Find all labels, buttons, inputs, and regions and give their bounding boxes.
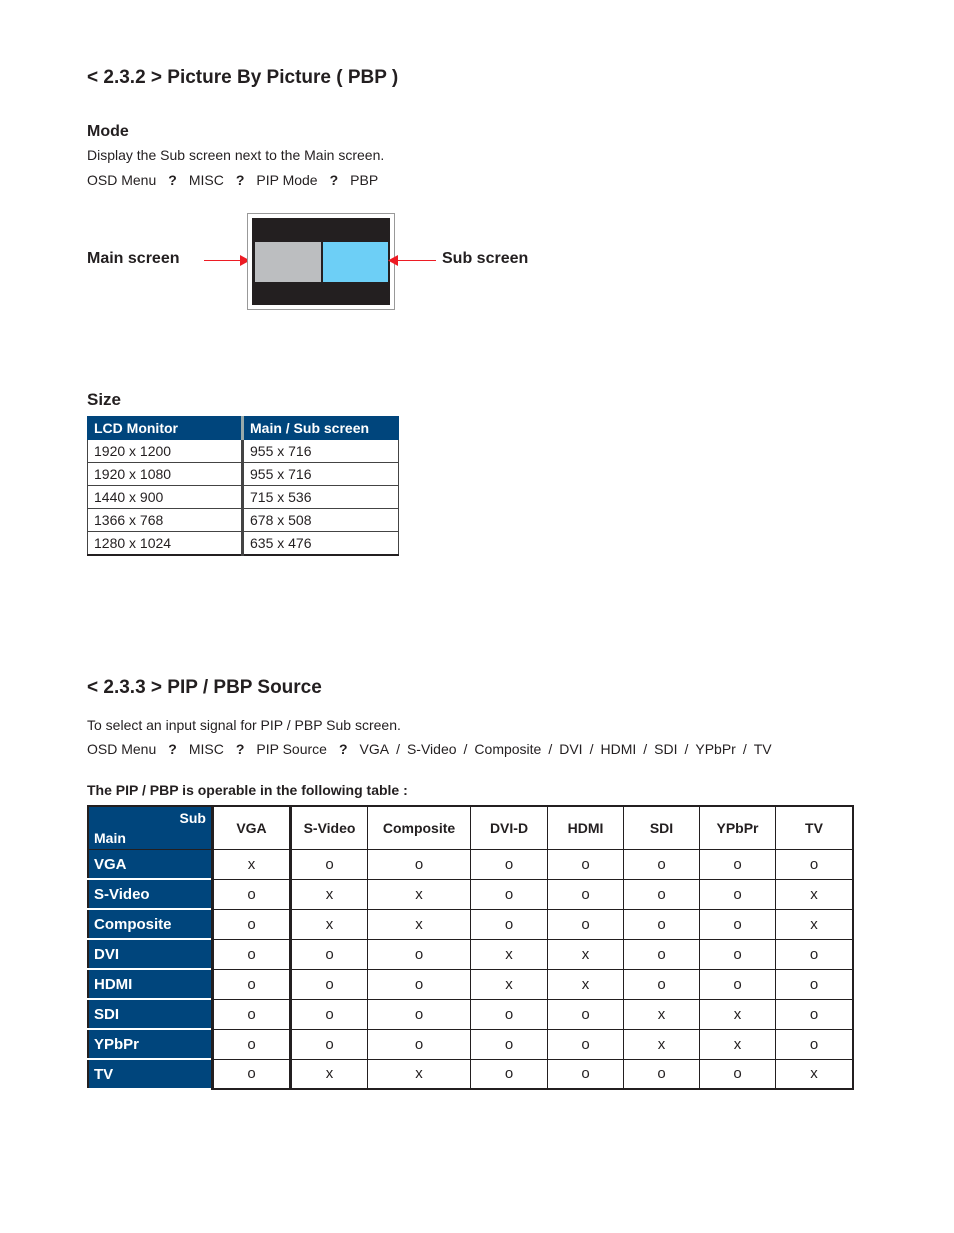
size-cell: 635 x 476 — [243, 532, 399, 556]
path-step: MISC — [188, 172, 224, 188]
matrix-cell: o — [624, 1059, 700, 1089]
matrix-cell: x — [700, 1029, 776, 1059]
size-cell: 678 x 508 — [243, 509, 399, 532]
matrix-cell: o — [624, 939, 700, 969]
table-row — [88, 850, 853, 880]
matrix-cell: o — [291, 939, 368, 969]
matrix-cell: o — [213, 939, 291, 969]
size-cell: 1920 x 1080 — [88, 463, 243, 486]
matrix-cell: o — [624, 969, 700, 999]
matrix-cell: o — [291, 1029, 368, 1059]
matrix-cell: o — [291, 969, 368, 999]
matrix-cell: o — [548, 999, 624, 1029]
matrix-cell: o — [548, 1029, 624, 1059]
matrix-cell: o — [213, 1059, 291, 1089]
matrix-row-header: SDI — [88, 999, 213, 1029]
matrix-col-header: HDMI — [548, 806, 624, 850]
table-row — [88, 909, 853, 939]
table-row — [88, 939, 853, 969]
size-cell: 955 x 716 — [243, 440, 399, 463]
matrix-cell: o — [471, 1029, 548, 1059]
path-separator: ? — [235, 172, 245, 188]
size-cell: 1366 x 768 — [88, 509, 243, 532]
matrix-cell: o — [368, 1029, 471, 1059]
matrix-cell: o — [548, 850, 624, 880]
table-row — [88, 1059, 853, 1089]
matrix-cell: o — [624, 850, 700, 880]
matrix-cell: x — [471, 969, 548, 999]
matrix-cell: o — [548, 879, 624, 909]
matrix-cell: o — [368, 969, 471, 999]
path-step: PIP Mode — [256, 172, 318, 188]
table-row — [88, 969, 853, 999]
size-cell: 715 x 536 — [243, 486, 399, 509]
corner-sub-label: Sub — [179, 810, 206, 826]
table-row — [88, 1029, 853, 1059]
path-step: VGA — [359, 741, 390, 757]
table-row — [88, 532, 399, 556]
matrix-cell: o — [213, 969, 291, 999]
size-cell: 955 x 716 — [243, 463, 399, 486]
path-step: OSD Menu — [87, 172, 157, 188]
table-row — [88, 463, 399, 486]
section-title-pip-source: < 2.3.3 > PIP / PBP Source — [87, 677, 322, 698]
matrix-col-header: TV — [776, 806, 854, 850]
pip-pbp-matrix — [87, 805, 854, 1090]
matrix-row-header: DVI — [88, 939, 213, 969]
mode-heading: Mode — [87, 123, 129, 140]
matrix-cell: o — [776, 1029, 854, 1059]
matrix-cell: o — [471, 850, 548, 880]
matrix-col-header: DVI-D — [471, 806, 548, 850]
mode-description: Display the Sub screen next to the Main screen. — [87, 147, 385, 163]
path-step: MISC — [188, 741, 224, 757]
matrix-cell: o — [213, 999, 291, 1029]
matrix-cell: o — [291, 999, 368, 1029]
sub-screen-label: Sub screen — [442, 250, 529, 267]
matrix-cell: x — [291, 909, 368, 939]
matrix-cell: o — [700, 939, 776, 969]
matrix-col-header: VGA — [213, 806, 291, 850]
main-screen-label: Main screen — [87, 250, 180, 267]
table-row — [88, 440, 399, 463]
matrix-cell: x — [776, 879, 854, 909]
table-row — [88, 999, 853, 1029]
size-cell: 1440 x 900 — [88, 486, 243, 509]
matrix-cell: x — [368, 1059, 471, 1089]
matrix-cell: o — [471, 999, 548, 1029]
matrix-row-header: TV — [88, 1059, 213, 1089]
source-option: Composite — [474, 741, 542, 757]
matrix-cell: o — [700, 1059, 776, 1089]
source-option: TV — [753, 741, 772, 757]
mode-osd-path — [87, 172, 378, 188]
size-col-header: Main / Sub screen — [243, 417, 399, 440]
matrix-cell: o — [213, 909, 291, 939]
matrix-cell: o — [776, 850, 854, 880]
matrix-row-header: S-Video — [88, 879, 213, 909]
source-option: HDMI — [600, 741, 637, 757]
table-row — [88, 509, 399, 532]
matrix-row-header: YPbPr — [88, 1029, 213, 1059]
path-separator: ? — [235, 741, 245, 757]
source-description: To select an input signal for PIP / PBP Sub screen. — [87, 717, 401, 733]
corner-main-label: Main — [94, 830, 126, 846]
matrix-cell: x — [368, 909, 471, 939]
source-option: DVI — [559, 741, 583, 757]
main-screen-area — [255, 242, 321, 282]
size-table — [87, 416, 399, 556]
matrix-cell: o — [700, 909, 776, 939]
matrix-cell: o — [291, 850, 368, 880]
matrix-cell: o — [471, 909, 548, 939]
sub-screen-arrow — [396, 260, 436, 261]
table-row — [88, 486, 399, 509]
matrix-cell: o — [700, 969, 776, 999]
matrix-col-header: Composite — [368, 806, 471, 850]
matrix-cell: x — [624, 999, 700, 1029]
matrix-col-header: S-Video — [291, 806, 368, 850]
matrix-cell: o — [213, 1029, 291, 1059]
size-cell: 1920 x 1200 — [88, 440, 243, 463]
path-step: OSD Menu — [87, 741, 157, 757]
matrix-cell: x — [624, 1029, 700, 1059]
matrix-cell: o — [776, 999, 854, 1029]
size-cell: 1280 x 1024 — [88, 532, 243, 556]
monitor-diagram — [247, 213, 395, 310]
matrix-cell: x — [291, 1059, 368, 1089]
source-option: YPbPr — [695, 741, 736, 757]
source-osd-path: OSD Menu ? MISC ? PIP Source ? VGA / S-Video / Composite / DVI / HDMI / SDI / YPbPr / TV — [87, 741, 772, 757]
matrix-cell: o — [776, 969, 854, 999]
sub-screen-area — [323, 242, 388, 282]
path-separator: ? — [168, 172, 177, 188]
table-row — [88, 879, 853, 909]
size-col-header: LCD Monitor — [88, 417, 243, 440]
path-separator: ? — [338, 741, 348, 757]
matrix-cell: o — [368, 999, 471, 1029]
matrix-cell: o — [368, 939, 471, 969]
matrix-cell: o — [700, 850, 776, 880]
matrix-corner — [88, 806, 213, 850]
matrix-cell: x — [471, 939, 548, 969]
matrix-cell: o — [368, 850, 471, 880]
source-option: S-Video — [406, 741, 457, 757]
size-heading: Size — [87, 390, 122, 409]
matrix-cell: x — [213, 850, 291, 880]
matrix-cell: o — [624, 879, 700, 909]
matrix-cell: o — [213, 879, 291, 909]
path-step: PIP Source — [256, 741, 327, 757]
main-screen-arrow — [204, 260, 244, 261]
matrix-cell: o — [700, 879, 776, 909]
matrix-cell: x — [700, 999, 776, 1029]
matrix-cell: x — [548, 969, 624, 999]
matrix-cell: o — [548, 1059, 624, 1089]
path-step: PBP — [350, 172, 379, 188]
matrix-row-header: HDMI — [88, 969, 213, 999]
section-title-pbp: < 2.3.2 > Picture By Picture ( PBP ) — [87, 67, 399, 88]
matrix-cell: x — [291, 879, 368, 909]
matrix-cell: o — [624, 909, 700, 939]
matrix-col-header: SDI — [624, 806, 700, 850]
matrix-cell: o — [471, 1059, 548, 1089]
path-separator: ? — [329, 172, 339, 188]
matrix-cell: o — [776, 939, 854, 969]
path-separator: ? — [168, 741, 177, 757]
matrix-cell: x — [776, 909, 854, 939]
monitor-bezel — [252, 218, 390, 305]
matrix-cell: o — [471, 879, 548, 909]
matrix-col-header: YPbPr — [700, 806, 776, 850]
matrix-cell: x — [368, 879, 471, 909]
matrix-cell: x — [548, 939, 624, 969]
matrix-cell: o — [548, 909, 624, 939]
matrix-caption: The PIP / PBP is operable in the following table : — [87, 782, 408, 798]
matrix-cell: x — [776, 1059, 854, 1089]
source-option: SDI — [654, 741, 678, 757]
matrix-row-header: Composite — [88, 909, 213, 939]
matrix-row-header: VGA — [88, 850, 213, 880]
